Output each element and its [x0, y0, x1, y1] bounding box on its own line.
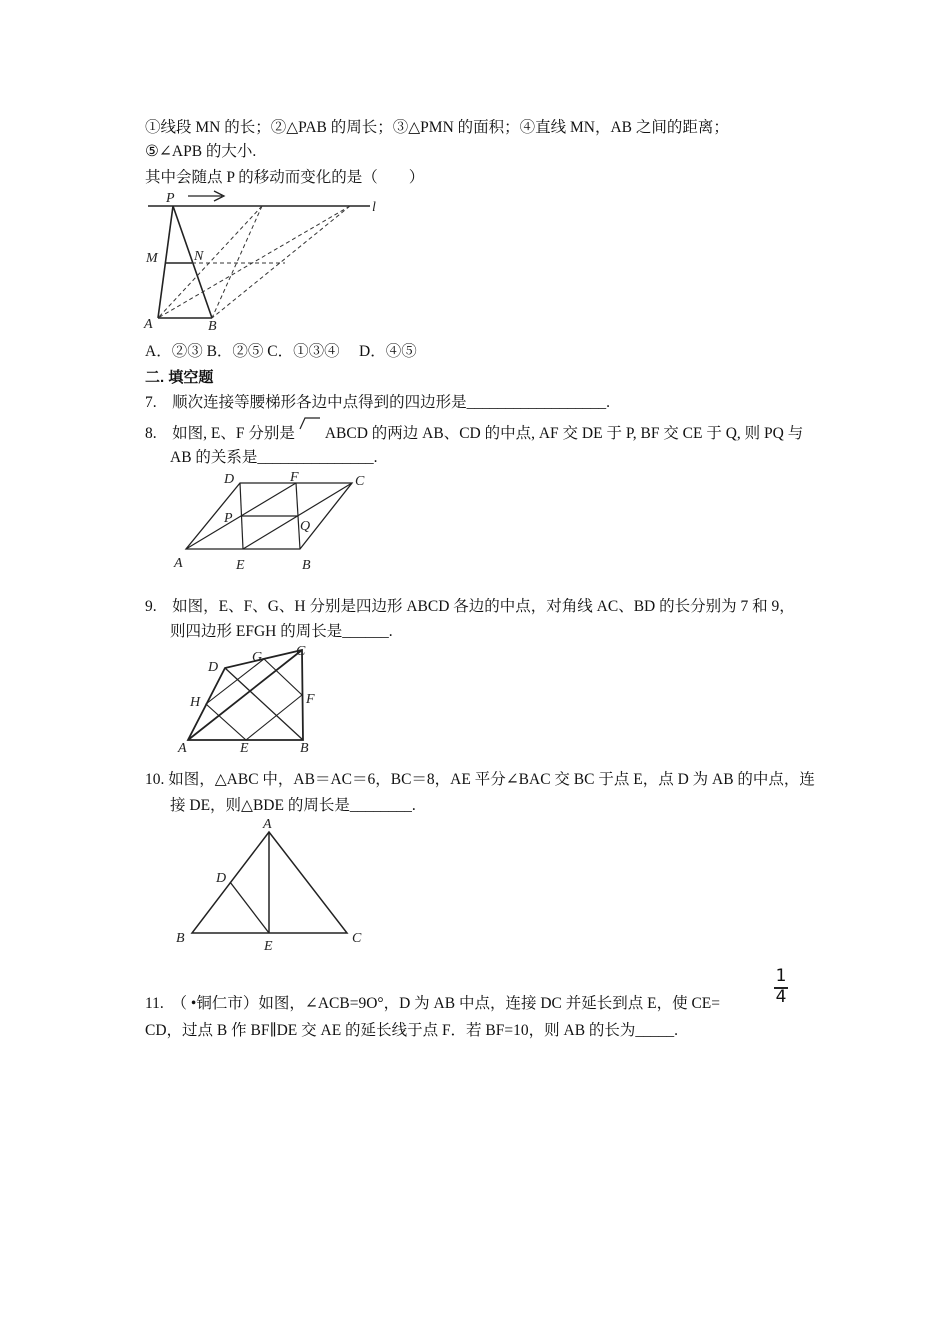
- label-B: B: [302, 558, 311, 573]
- q10-figure: [172, 814, 372, 954]
- label-F: F: [306, 692, 315, 707]
- label-A: A: [144, 317, 153, 332]
- label-E: E: [264, 939, 273, 954]
- q6-figure: [140, 190, 380, 334]
- label-F: F: [290, 470, 299, 485]
- label-D: D: [208, 660, 219, 675]
- q10-line1: 10. 如图，△ABC 中，AB＝AC＝6，BC＝8，AE 平分∠BAC 交 BC 于点 E，点 D 为 AB 的中点，连: [145, 771, 815, 788]
- fraction-numerator: 1: [775, 966, 787, 986]
- label-B: B: [300, 741, 309, 756]
- q8-line1: [145, 424, 803, 444]
- fraction-denominator: 4: [775, 987, 787, 1007]
- q8-line1-b: ABCD 的两边 AB、CD 的中点, AF 交 DE 于 P, BF 交 CE 于 Q, 则 PQ 与: [324, 425, 804, 442]
- q8-figure: [172, 470, 402, 578]
- label-C: C: [352, 931, 362, 946]
- label-A: A: [263, 817, 272, 832]
- label-A: A: [174, 556, 183, 571]
- q11-line1: 11. （ •铜仁市）如图，∠ACB=9O°，D 为 AB 中点，连接 DC 并延长到点 E，使 CE=: [145, 995, 720, 1012]
- q8-line1-a: 8. 如图, E、F 分别是: [145, 425, 295, 442]
- label-N: N: [194, 249, 204, 264]
- label-H: H: [190, 695, 201, 710]
- q11-line2: CD，过点 B 作 BF∥DE 交 AE 的延长线于点 F．若 BF=10，则 AB 的长为_____.: [145, 1022, 679, 1039]
- q6-line1: ①线段 MN 的长；②△PAB 的周长；③△PMN 的面积；④直线 MN，AB 之间的距离；: [145, 119, 729, 136]
- label-A: A: [178, 741, 187, 756]
- label-Q: Q: [300, 519, 311, 534]
- section-title: 二. 填空题: [145, 369, 214, 386]
- q9-line2: 则四边形 EFGH 的周长是______.: [170, 623, 393, 640]
- q8-line2: AB 的关系是_______________.: [170, 449, 378, 466]
- label-B: B: [208, 319, 217, 334]
- label-P: P: [166, 191, 175, 206]
- q6-options: A．②③ B．②⑤ C．①③④ D．④⑤: [145, 343, 417, 360]
- label-C: C: [296, 644, 306, 659]
- label-G: G: [252, 650, 263, 665]
- q9-line1: 9. 如图，E、F、G、H 分别是四边形 ABCD 各边的中点，对角线 AC、BD 的长分别为 7 和 9，: [145, 598, 795, 615]
- q6-line2: ⑤∠APB 的大小.: [145, 143, 257, 160]
- q11-fraction: [773, 966, 789, 1010]
- label-E: E: [236, 558, 245, 573]
- q10-line2: 接 DE，则△BDE 的周长是________.: [170, 797, 416, 814]
- label-D: D: [224, 472, 235, 487]
- label-B: B: [176, 931, 185, 946]
- parallelogram-symbol: [299, 416, 321, 430]
- q9-figure: [176, 643, 336, 758]
- label-E: E: [240, 741, 249, 756]
- label-D: D: [216, 871, 227, 886]
- q6-line3: 其中会随点 P 的移动而变化的是（ ）: [145, 169, 425, 186]
- label-C: C: [355, 474, 365, 489]
- label-P: P: [224, 511, 233, 526]
- label-l: l: [372, 200, 376, 215]
- label-M: M: [146, 251, 158, 266]
- q7-text: 7. 顺次连接等腰梯形各边中点得到的四边形是__________________.: [145, 394, 611, 411]
